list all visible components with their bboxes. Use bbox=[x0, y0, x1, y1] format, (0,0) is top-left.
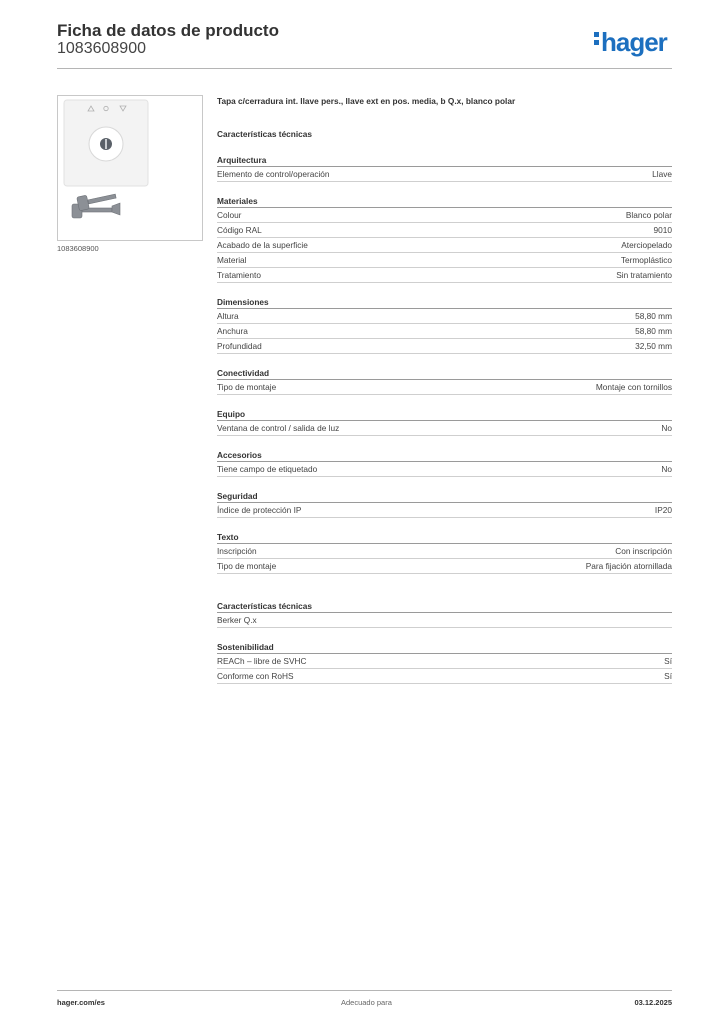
footer-middle-text: Adecuado para bbox=[341, 998, 392, 1007]
spec-label: REACh – libre de SVHC bbox=[217, 656, 307, 666]
spec-label: Código RAL bbox=[217, 225, 262, 235]
spec-label: Tratamiento bbox=[217, 270, 261, 280]
footer-divider bbox=[57, 990, 672, 991]
spec-label: Profundidad bbox=[217, 341, 262, 351]
section-title: Conectividad bbox=[217, 367, 672, 380]
image-caption: 1083608900 bbox=[57, 244, 99, 253]
spec-value: Aterciopelado bbox=[621, 240, 672, 250]
spec-value: IP20 bbox=[654, 505, 672, 515]
product-image bbox=[57, 95, 203, 241]
spec-row bbox=[217, 238, 672, 253]
spec-sections bbox=[217, 154, 672, 574]
spec-value: Sin tratamiento bbox=[616, 270, 672, 280]
spec-section bbox=[217, 367, 672, 395]
spec-row bbox=[217, 268, 672, 283]
section-title: Arquitectura bbox=[217, 154, 672, 167]
spec-row bbox=[217, 208, 672, 223]
spec-value: Blanco polar bbox=[625, 210, 672, 220]
spec-value: 58,80 mm bbox=[635, 311, 672, 321]
spec-row bbox=[217, 324, 672, 339]
spec-value: Montaje con tornillos bbox=[595, 382, 672, 392]
section-title: Seguridad bbox=[217, 490, 672, 503]
spec-content bbox=[217, 96, 672, 684]
spec-label: Inscripción bbox=[217, 546, 257, 556]
section-title: Sostenibilidad bbox=[217, 641, 672, 654]
spec-label: Acabado de la superficie bbox=[217, 240, 308, 250]
spec-label: Conforme con RoHS bbox=[217, 671, 294, 681]
section-title: Accesorios bbox=[217, 449, 672, 462]
spec-value: 32,50 mm bbox=[635, 341, 672, 351]
spec-value: 58,80 mm bbox=[635, 326, 672, 336]
spec-value: 9010 bbox=[653, 225, 672, 235]
spec-label: Índice de protección IP bbox=[217, 505, 302, 515]
spec-label: Elemento de control/operación bbox=[217, 169, 330, 179]
spec-row bbox=[217, 544, 672, 559]
spec-section bbox=[217, 641, 672, 684]
spec-section bbox=[217, 531, 672, 574]
product-code: 1083608900 bbox=[57, 40, 146, 57]
spec-row bbox=[217, 380, 672, 395]
page-title: Ficha de datos de producto bbox=[57, 21, 279, 40]
logo-text: hager bbox=[601, 27, 667, 57]
spec-value: Llave bbox=[652, 169, 672, 179]
spec-section bbox=[217, 296, 672, 354]
hager-logo bbox=[594, 29, 667, 55]
section-title: Dimensiones bbox=[217, 296, 672, 309]
spec-section bbox=[217, 449, 672, 477]
spec-row bbox=[217, 339, 672, 354]
spec-row bbox=[217, 613, 672, 628]
footer-website: hager.com/es bbox=[57, 998, 105, 1007]
spec-label: Tiene campo de etiquetado bbox=[217, 464, 318, 474]
product-description: Tapa c/cerradura int. llave pers., llave ext en pos. media, b Q.x, blanco polar bbox=[217, 96, 516, 106]
spec-value: Con inscripción bbox=[615, 546, 672, 556]
header-divider bbox=[57, 68, 672, 69]
spec-label: Berker Q.x bbox=[217, 615, 257, 625]
spec-row bbox=[217, 421, 672, 436]
spec-label: Material bbox=[217, 255, 247, 265]
extra-sections bbox=[217, 600, 672, 684]
spec-value: No bbox=[661, 423, 672, 433]
spec-section bbox=[217, 408, 672, 436]
spec-section bbox=[217, 600, 672, 628]
spec-label: Colour bbox=[217, 210, 242, 220]
product-illustration bbox=[58, 96, 202, 240]
spec-value: Sí bbox=[664, 656, 672, 666]
spec-value: Termoplástico bbox=[620, 255, 672, 265]
spec-section bbox=[217, 154, 672, 182]
spec-label: Tipo de montaje bbox=[217, 382, 277, 392]
spec-value: No bbox=[661, 464, 672, 474]
spec-section bbox=[217, 490, 672, 518]
spec-row bbox=[217, 167, 672, 182]
section-title: Texto bbox=[217, 531, 672, 544]
spec-label: Tipo de montaje bbox=[217, 561, 277, 571]
spec-value: Sí bbox=[664, 671, 672, 681]
spec-row bbox=[217, 223, 672, 238]
section-title: Equipo bbox=[217, 408, 672, 421]
spec-row bbox=[217, 669, 672, 684]
spec-value: Para fijación atornillada bbox=[585, 561, 672, 571]
section-title: Características técnicas bbox=[217, 600, 672, 613]
spec-label: Ventana de control / salida de luz bbox=[217, 423, 340, 433]
spec-section bbox=[217, 195, 672, 283]
spec-label: Anchura bbox=[217, 326, 248, 336]
spec-row bbox=[217, 253, 672, 268]
spec-row bbox=[217, 559, 672, 574]
logo-dots-icon bbox=[594, 29, 600, 48]
spec-label: Altura bbox=[217, 311, 239, 321]
spec-row bbox=[217, 309, 672, 324]
spec-row bbox=[217, 503, 672, 518]
spec-row bbox=[217, 462, 672, 477]
spec-row bbox=[217, 654, 672, 669]
main-heading: Características técnicas bbox=[217, 129, 313, 139]
section-title: Materiales bbox=[217, 195, 672, 208]
footer-date: 03.12.2025 bbox=[634, 998, 672, 1007]
